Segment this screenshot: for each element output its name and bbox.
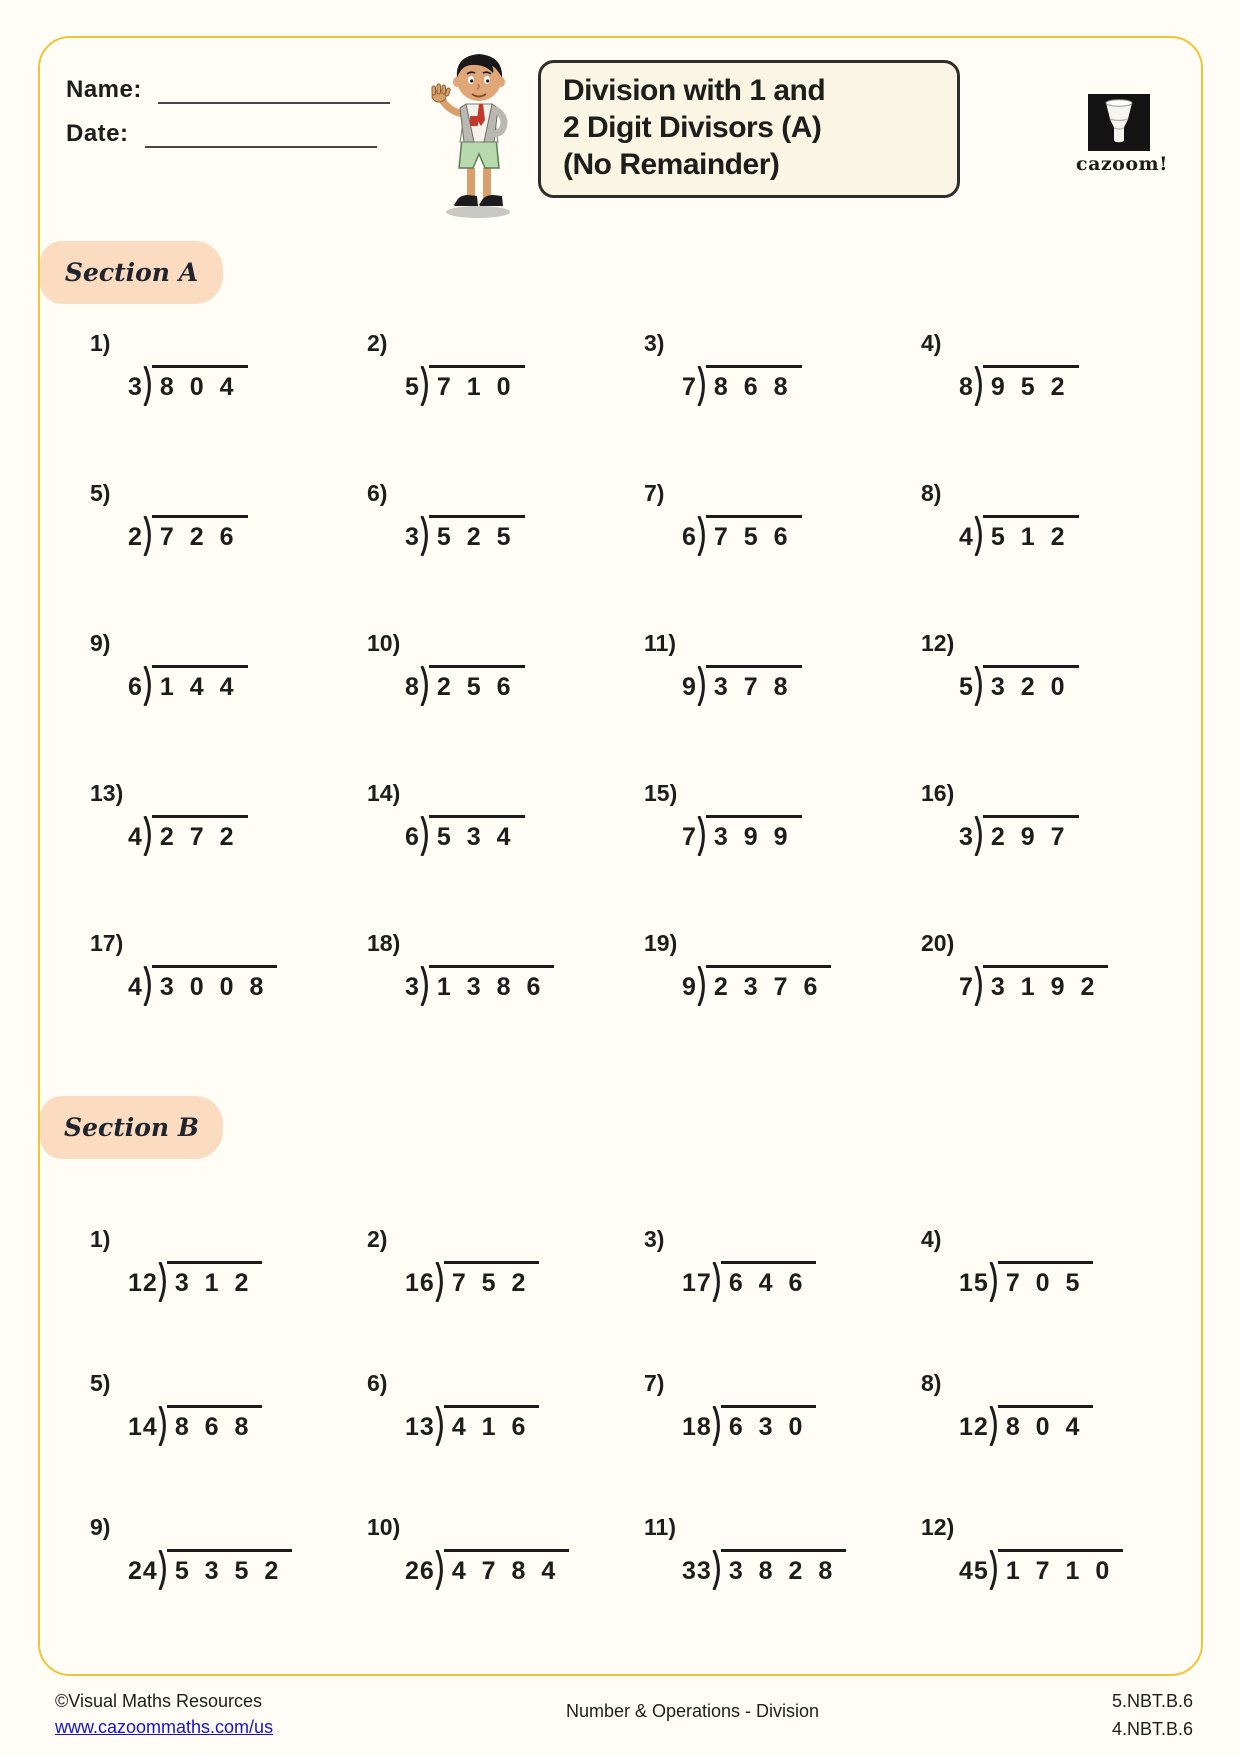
copyright-text: ©Visual Maths Resources [55, 1691, 263, 1711]
division-problem [899, 1514, 1176, 1600]
division-problem [68, 930, 345, 1016]
division-problem [622, 330, 899, 416]
dividend: 4 1 6 [444, 1405, 540, 1442]
problem-number: 2) [367, 1226, 388, 1252]
problem-number: 19) [644, 930, 678, 956]
divisor: 2 [128, 523, 143, 551]
long-division-expression [682, 965, 831, 1006]
division-problem [622, 1514, 899, 1600]
long-division-expression [682, 1549, 846, 1590]
dividend: 3 9 9 [706, 815, 802, 852]
divisor: 24 [128, 1557, 158, 1585]
division-problem [899, 1370, 1176, 1456]
problem-number: 12) [921, 630, 955, 656]
title-line-3: (No Remainder) [563, 147, 780, 181]
long-division-expression [128, 1261, 262, 1302]
divisor: 6 [405, 823, 420, 851]
division-problem [68, 480, 345, 566]
divisor: 5 [405, 373, 420, 401]
dividend: 2 7 2 [152, 815, 248, 852]
long-division-expression [959, 1549, 1123, 1590]
long-division-expression [128, 1549, 292, 1590]
problem-number: 11) [644, 630, 676, 656]
dividend: 2 5 6 [429, 665, 525, 702]
section-a-problem-grid [68, 330, 1176, 1016]
dividend: 1 7 1 0 [998, 1549, 1123, 1586]
problem-number: 20) [921, 930, 955, 956]
long-division-expression [128, 965, 277, 1006]
divisor: 17 [682, 1269, 712, 1297]
divisor: 5 [959, 673, 974, 701]
long-division-expression [405, 665, 525, 706]
dividend: 3 0 0 8 [152, 965, 277, 1002]
problem-number: 3) [644, 1226, 665, 1252]
divisor: 7 [682, 373, 697, 401]
division-problem [622, 1226, 899, 1312]
title-line-1: Division with 1 and [563, 74, 826, 107]
long-division-expression [959, 1405, 1093, 1446]
standard-code-1: 5.NBT.B.6 [1111, 1691, 1193, 1711]
dividend: 7 2 6 [152, 515, 248, 552]
divisor: 3 [405, 973, 420, 1001]
problem-number: 18) [367, 930, 401, 956]
problem-number: 5) [90, 480, 111, 506]
problem-number: 6) [367, 1370, 388, 1396]
problem-number: 11) [644, 1514, 676, 1540]
long-division-expression [682, 1261, 816, 1302]
dividend: 2 9 7 [983, 815, 1079, 852]
problem-number: 10) [367, 1514, 401, 1540]
division-problem [899, 480, 1176, 566]
divisor: 4 [128, 973, 143, 1001]
dividend: 1 4 4 [152, 665, 248, 702]
long-division-expression [128, 1405, 262, 1446]
long-division-expression [405, 815, 525, 856]
division-problem [899, 330, 1176, 416]
dividend: 7 5 2 [444, 1261, 540, 1298]
division-problem [345, 630, 622, 716]
problem-number: 10) [367, 630, 401, 656]
division-problem [345, 780, 622, 866]
divisor: 12 [128, 1269, 158, 1297]
long-division-expression [959, 665, 1079, 706]
worksheet-title-box [538, 60, 960, 198]
problem-number: 7) [644, 1370, 665, 1396]
problem-number: 9) [90, 1514, 111, 1540]
divisor: 12 [959, 1413, 989, 1441]
problem-number: 12) [921, 1514, 955, 1540]
division-problem [68, 1514, 345, 1600]
divisor: 26 [405, 1557, 435, 1585]
section-b-banner [40, 1096, 223, 1159]
divisor: 6 [682, 523, 697, 551]
division-problem [68, 780, 345, 866]
cazoommaths-link[interactable]: www.cazoommaths.com/us [55, 1717, 274, 1738]
cazoom-logo-text: cazoom! [1076, 153, 1168, 175]
long-division-expression [682, 365, 802, 406]
dividend: 4 7 8 4 [444, 1549, 569, 1586]
problem-number: 4) [921, 1226, 942, 1252]
divisor: 8 [405, 673, 420, 701]
title-line-2: 2 Digit Divisors (A) [563, 110, 822, 144]
long-division-expression [405, 515, 525, 556]
dividend: 6 3 0 [721, 1405, 817, 1442]
divisor: 9 [682, 973, 697, 1001]
divisor: 14 [128, 1413, 158, 1441]
date-input-line [145, 122, 377, 148]
divisor: 4 [959, 523, 974, 551]
problem-number: 16) [921, 780, 955, 806]
cazoom-logo [1076, 94, 1168, 175]
dividend: 7 5 6 [706, 515, 802, 552]
long-division-expression [682, 515, 802, 556]
problem-number: 13) [90, 780, 124, 806]
dividend: 8 6 8 [706, 365, 802, 402]
division-problem [899, 930, 1176, 1016]
division-problem [68, 630, 345, 716]
dividend: 3 1 2 [167, 1261, 263, 1298]
division-problem [622, 930, 899, 1016]
dividend: 6 4 6 [721, 1261, 817, 1298]
divisor: 4 [128, 823, 143, 851]
division-problem [345, 480, 622, 566]
long-division-expression [405, 1261, 539, 1302]
divisor: 45 [959, 1557, 989, 1585]
problem-number: 1) [90, 1226, 111, 1252]
long-division-expression [405, 1549, 569, 1590]
problem-number: 4) [921, 330, 942, 356]
footer-topic: Number & Operations - Division [565, 1701, 820, 1721]
divisor: 9 [682, 673, 697, 701]
dividend: 2 3 7 6 [706, 965, 831, 1002]
problem-number: 2) [367, 330, 388, 356]
long-division-expression [682, 1405, 816, 1446]
divisor: 3 [405, 523, 420, 551]
divisor: 18 [682, 1413, 712, 1441]
dividend: 5 3 4 [429, 815, 525, 852]
long-division-expression [405, 365, 525, 406]
problem-number: 8) [921, 480, 942, 506]
problem-number: 3) [644, 330, 665, 356]
section-a-label: Section A [64, 258, 199, 287]
division-problem [622, 630, 899, 716]
long-division-expression [128, 365, 248, 406]
long-division-expression [128, 815, 248, 856]
division-problem [899, 1226, 1176, 1312]
problem-number: 1) [90, 330, 111, 356]
problem-number: 15) [644, 780, 678, 806]
problem-number: 8) [921, 1370, 942, 1396]
divisor: 33 [682, 1557, 712, 1585]
divisor: 3 [959, 823, 974, 851]
division-problem [345, 1226, 622, 1312]
dividend: 5 2 5 [429, 515, 525, 552]
long-division-expression [682, 815, 802, 856]
division-problem [345, 1514, 622, 1600]
divisor: 7 [682, 823, 697, 851]
dividend: 5 3 5 2 [167, 1549, 292, 1586]
division-problem [68, 330, 345, 416]
divisor: 8 [959, 373, 974, 401]
problem-number: 5) [90, 1370, 111, 1396]
division-problem [622, 780, 899, 866]
worksheet-frame [38, 36, 1203, 1676]
dividend: 8 0 4 [152, 365, 248, 402]
long-division-expression [682, 665, 802, 706]
date-field-row [66, 120, 377, 148]
dividend: 8 0 4 [998, 1405, 1094, 1442]
dividend: 7 0 5 [998, 1261, 1094, 1298]
division-problem [899, 780, 1176, 866]
dividend: 8 6 8 [167, 1405, 263, 1442]
division-problem [622, 1370, 899, 1456]
long-division-expression [959, 965, 1108, 1006]
division-problem [68, 1370, 345, 1456]
dividend: 3 7 8 [706, 665, 802, 702]
footer-credits [55, 1688, 273, 1740]
student-character-illustration [426, 42, 526, 220]
long-division-expression [405, 1405, 539, 1446]
long-division-expression [959, 815, 1079, 856]
divisor: 16 [405, 1269, 435, 1297]
cazoom-drum-icon [1088, 94, 1150, 151]
name-field-row [66, 76, 390, 104]
division-problem [345, 1370, 622, 1456]
standards-codes [1112, 1688, 1193, 1744]
dividend: 9 5 2 [983, 365, 1079, 402]
long-division-expression [959, 1261, 1093, 1302]
problem-number: 17) [90, 930, 124, 956]
divisor: 13 [405, 1413, 435, 1441]
division-problem [622, 480, 899, 566]
name-input-line [158, 78, 390, 104]
dividend: 7 1 0 [429, 365, 525, 402]
section-b-problem-grid [68, 1226, 1176, 1600]
problem-number: 14) [367, 780, 401, 806]
dividend: 5 1 2 [983, 515, 1079, 552]
divisor: 7 [959, 973, 974, 1001]
problem-number: 6) [367, 480, 388, 506]
division-problem [68, 1226, 345, 1312]
division-problem [345, 330, 622, 416]
long-division-expression [405, 965, 554, 1006]
divisor: 15 [959, 1269, 989, 1297]
dividend: 3 2 0 [983, 665, 1079, 702]
divisor: 3 [128, 373, 143, 401]
section-b-label: Section B [64, 1113, 199, 1142]
long-division-expression [128, 515, 248, 556]
standard-code-2: 4.NBT.B.6 [1111, 1718, 1193, 1739]
long-division-expression [959, 515, 1079, 556]
division-problem [899, 630, 1176, 716]
dividend: 1 3 8 6 [429, 965, 554, 1002]
long-division-expression [959, 365, 1079, 406]
division-problem [345, 930, 622, 1016]
long-division-expression [128, 665, 248, 706]
dividend: 3 8 2 8 [721, 1549, 846, 1586]
section-a-banner [40, 241, 223, 304]
name-label: Name: [66, 76, 142, 103]
dividend: 3 1 9 2 [983, 965, 1108, 1002]
problem-number: 7) [644, 480, 665, 506]
divisor: 6 [128, 673, 143, 701]
problem-number: 9) [90, 630, 111, 656]
footer [55, 1688, 1193, 1744]
date-label: Date: [66, 120, 129, 147]
